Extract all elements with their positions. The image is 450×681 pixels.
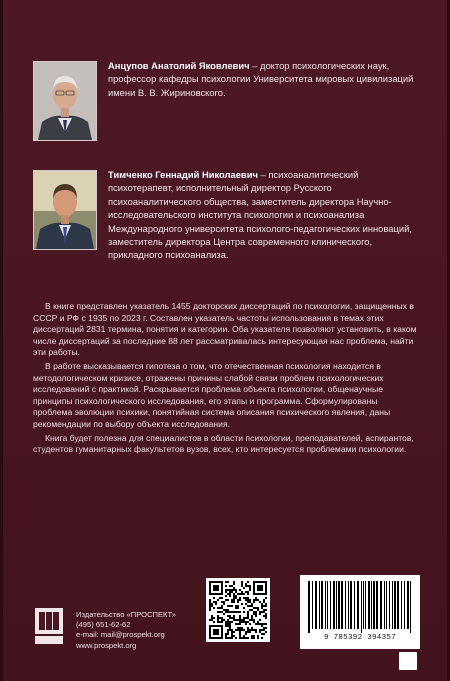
qr-code	[206, 578, 270, 642]
publisher-info	[76, 610, 176, 651]
author-timchenko	[108, 168, 420, 262]
author-photo-antsupov	[33, 61, 97, 141]
annotation-paragraph: Книга будет полезна для специалистов в области психологии, преподавателей, аспирантов, студентов гуманитарных факультетов вузов, всех, кто интересуется проблемами психологии.	[33, 432, 414, 455]
book-annotation	[33, 301, 419, 458]
barcode-digits: 9 785392 394357	[323, 634, 396, 642]
author-photo-timchenko	[33, 170, 97, 250]
small-qr-code	[399, 652, 417, 670]
publisher-logo	[33, 606, 65, 646]
annotation-paragraph: В работе высказывается гипотеза о том, что отечественная психология находится в методологическом кризисе, отражены причины слабой связи проблем психологических исследований с практикой. Раскрывается проблема объекта психологии, общенаучные принципы психологического исследования, его этапы и программа. Сформулированы проблема эволюции психики, понятийная система описания психического явления, даны рекомендации по выбору объекта исследования.	[33, 360, 391, 429]
author-bio: – психоаналитический психотерапевт, исполнительный директор Русского психоаналитического общества, заместитель директора Научно-исследовательского института психологии и психоанализа Международного университета психолого-педагогических инноваций, заместитель директора Центра современного клинического, прикладного психоанализа.	[108, 169, 412, 261]
annotation-paragraph: В книге представлен указатель 1455 докторских диссертаций по психологии, защищенных в СССР и РФ с 1935 по 2023 г. Составлен указатель частоты использования в темах этих диссертаций 2831 термина, понятия и категории. Оба указателя позволяют установить, в каком числе диссертаций за последние 88 лет рассматривалась интересующая нас проблема, найти эти работы.	[33, 301, 417, 358]
cover-edge-left	[0, 0, 3, 681]
publisher-site: www.prospekt.org	[76, 640, 137, 650]
author-bio: – доктор психологических наук, профессор кафедры психологии Университета мировых цивилизаций имени В. В. Жириновского.	[108, 60, 414, 98]
author-name: Анцупов Анатолий Яковлевич	[108, 60, 250, 71]
author-name: Тимченко Геннадий Николаевич	[108, 169, 258, 180]
author-antsupov	[108, 59, 420, 99]
publisher-phone: (495) 651-62-62	[76, 620, 131, 630]
isbn-barcode	[300, 575, 420, 649]
publisher-email: e-mail: mail@prospekt.org	[76, 630, 165, 640]
publisher-name: Издательство «ПРОСПЕКТ»	[76, 610, 177, 619]
